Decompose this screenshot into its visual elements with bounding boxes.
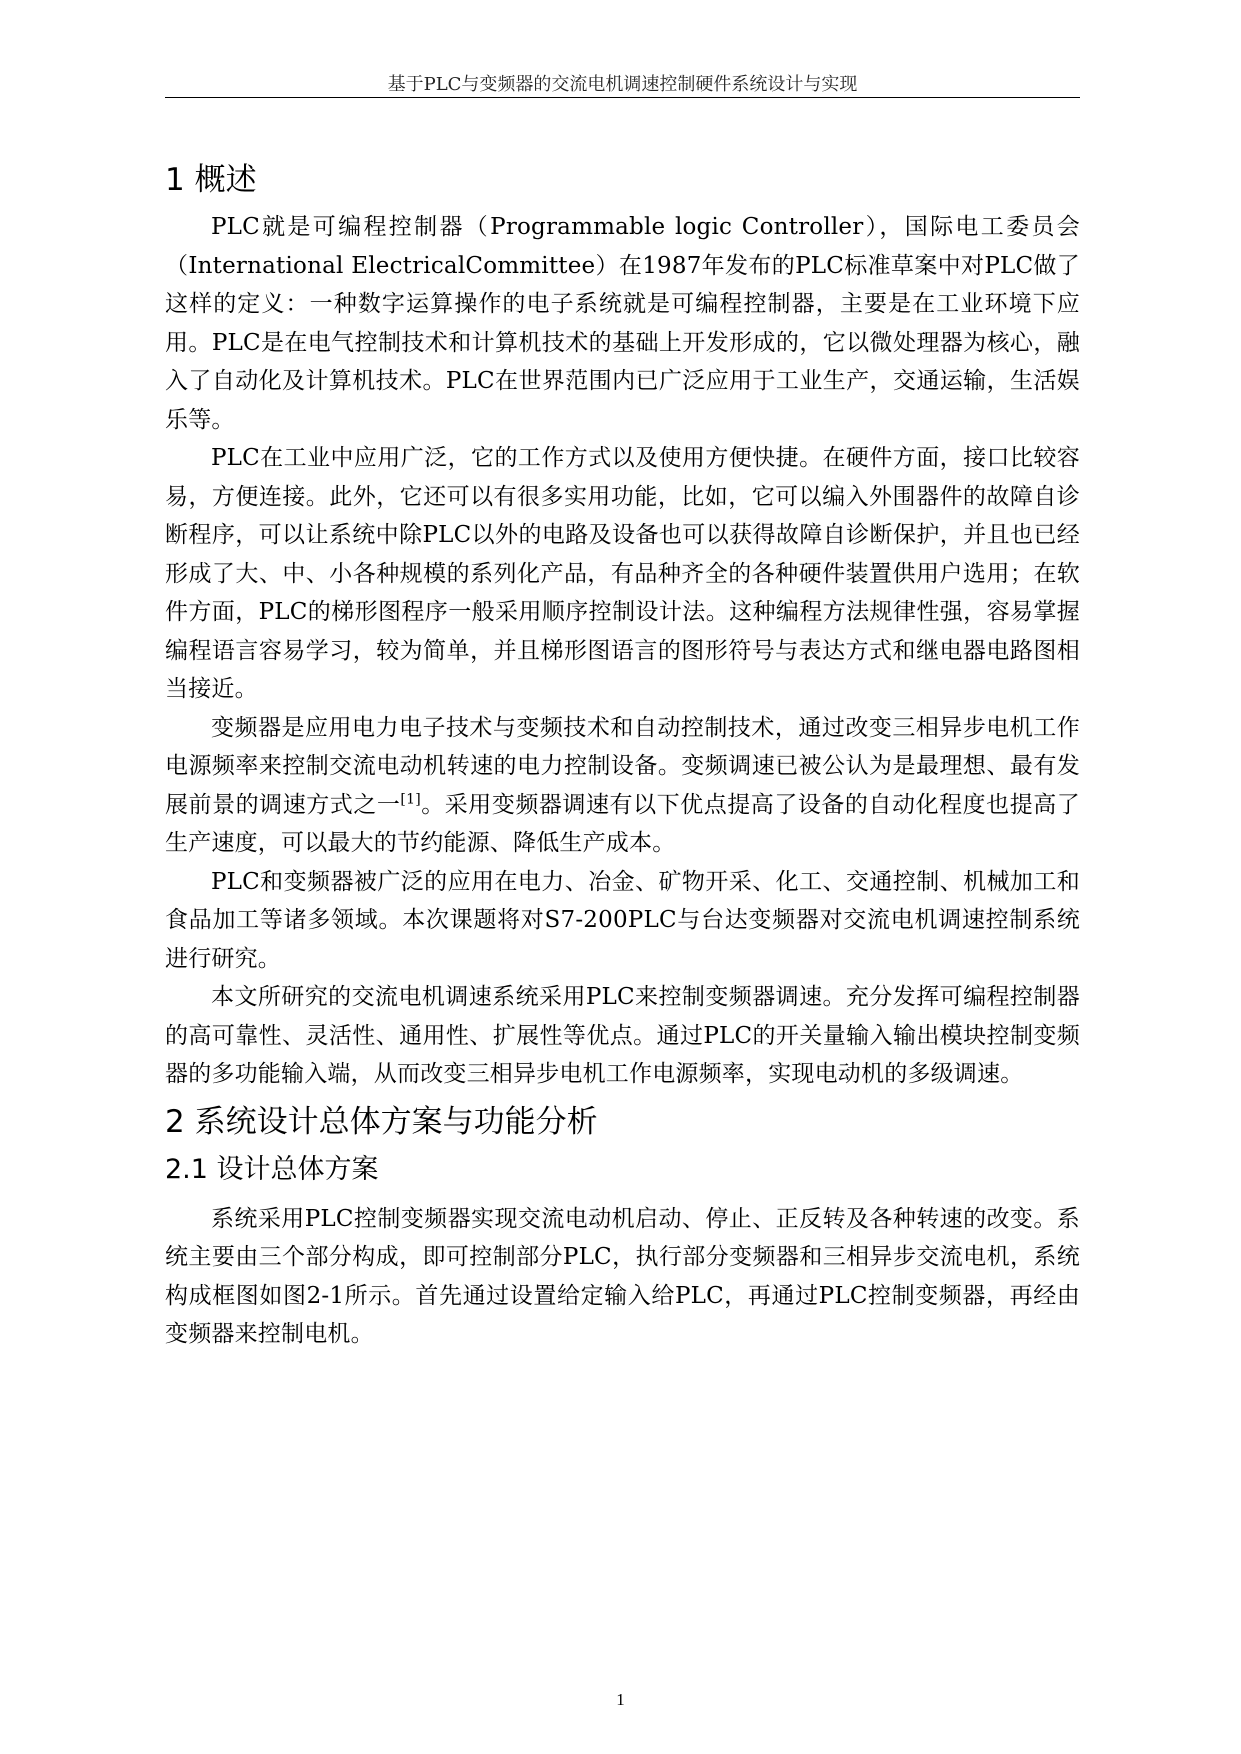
- section-heading-2: 2 系统设计总体方案与功能分析: [165, 1103, 598, 1140]
- paragraph: PLC和变频器被广泛的应用在电力、冶金、矿物开采、化工、交通控制、机械加工和食品加工等诸多领域。本次课题将对S7-200PLC与台达变频器对交流电机调速控制系统进行研究。: [165, 868, 1080, 972]
- page-number: 1: [616, 1690, 625, 1709]
- paragraph-text: 变频器是应用电力电子技术与变频技术和自动控制技术，通过改变三相异步电机工作电源频率来控制交流电动机转速的电力控制设备。变频调速已被公认为是最理想、最有发展前景的调速方式之一: [165, 714, 1080, 818]
- paragraph-with-citation: [165, 709, 1080, 863]
- section-heading-1: 1 概述: [165, 162, 257, 198]
- running-header: 基于PLC与变频器的交流电机调速控制硬件系统设计与实现: [387, 74, 858, 95]
- subsection-heading-2-1: 2.1 设计总体方案: [165, 1153, 379, 1185]
- paragraph: 系统采用PLC控制变频器实现交流电动机启动、停止、正反转及各种转速的改变。系统主要由三个部分构成，即可控制部分PLC，执行部分变频器和三相异步交流电机，系统构成框图如图2-1所示。首先通过设置给定输入给PLC，再通过PLC控制变频器，再经由变频器来控制电机。: [165, 1205, 1080, 1347]
- paragraph: PLC就是可编程控制器（Programmable logic Controller），国际电工委员会（International ElectricalCommittee）在1987年发布的PLC标准草案中对PLC做了这样的定义：一种数字运算操作的电子系统就是可编程控制器，主要是在工业环境下应用。PLC是在电气控制技术和计算机技术的基础上开发形成的，它以微处理器为核心，融入了自动化及计算机技术。PLC在世界范围内已广泛应用于工业生产，交通运输，生活娱乐等。: [165, 214, 1080, 433]
- header-rule: [165, 97, 1080, 98]
- paragraph-text: 。采用变频器调速有以下优点提高了设备的自动化程度也提高了生产速度，可以最大的节约能源、降低生产成本。: [165, 791, 1081, 856]
- paragraph: 本文所研究的交流电机调速系统采用PLC来控制变频器调速。充分发挥可编程控制器的高可靠性、灵活性、通用性、扩展性等优点。通过PLC的开关量输入输出模块控制变频器的多功能输入端，从而改变三相异步电机工作电源频率，实现电动机的多级调速。: [165, 984, 1080, 1087]
- paragraph: PLC在工业中应用广泛，它的工作方式以及使用方便快捷。在硬件方面，接口比较容易，方便连接。此外，它还可以有很多实用功能，比如，它可以编入外围器件的故障自诊断程序，可以让系统中除PLC以外的电路及设备也可以获得故障自诊断保护，并且也已经形成了大、中、小各种规模的系列化产品，有品种齐全的各种硬件装置供用户选用；在软件方面，PLC的梯形图程序一般采用顺序控制设计法。这种编程方法规律性强，容易掌握编程语言容易学习，较为简单，并且梯形图语言的图形符号与表达方式和继电器电路图相当接近。: [165, 445, 1080, 702]
- page-content: [165, 158, 1080, 1354]
- citation-ref[interactable]: [1]: [400, 790, 421, 807]
